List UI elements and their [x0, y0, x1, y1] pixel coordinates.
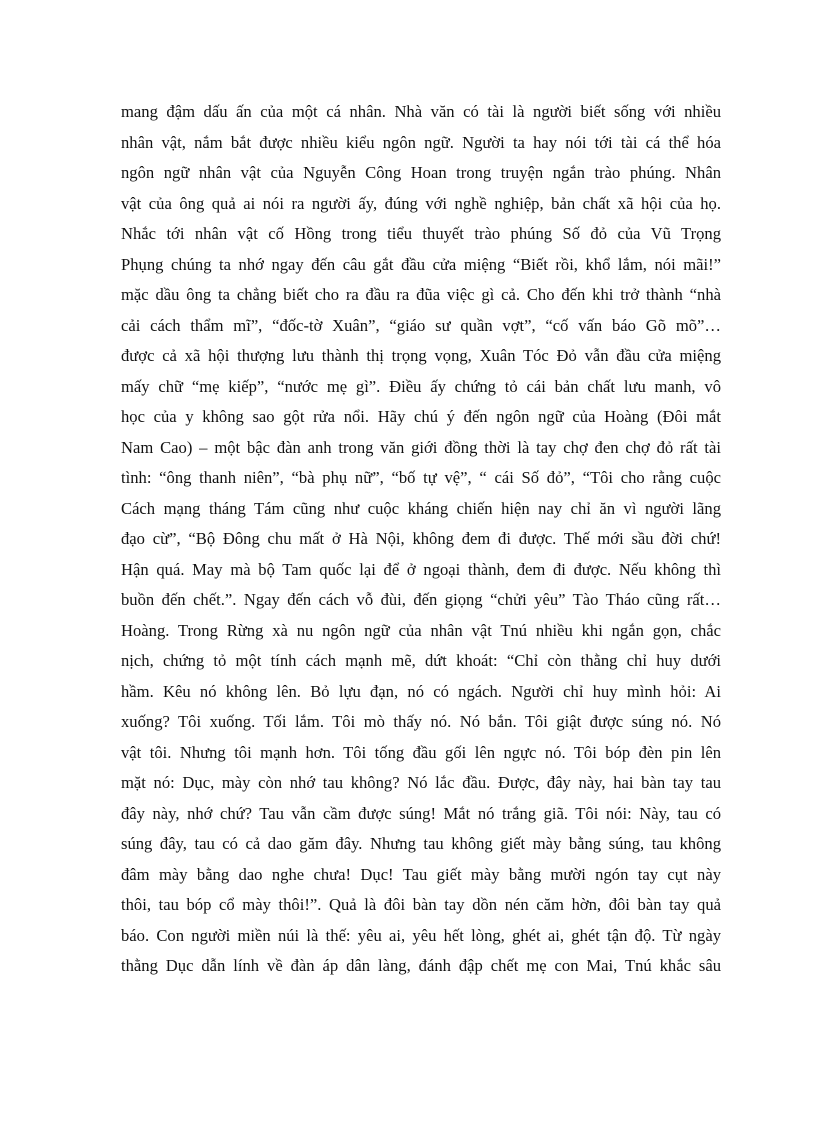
text-line: nhân vật, nắm bắt được nhiều kiểu ngôn ngữ. Người ta hay nói tới tài cá thể hóa: [121, 132, 721, 152]
text-line: súng đây, tau có cả dao găm đây. Nhưng tau không giết mày bằng súng, tau không: [121, 834, 721, 853]
text-line: đâm mày bằng dao nghe chưa! Dục! Tau giết mày bằng mười ngón tay cụt này: [121, 864, 721, 884]
text-line: Hoàng. Trong Rừng xà nu ngôn ngữ của nhân vật Tnú nhiều khi ngắn gọn, chắc: [121, 620, 721, 640]
text-line: Hận quá. May mà bộ Tam quốc lại để ở ngoại thành, đem đi được. Nếu không thì: [121, 559, 721, 579]
text-line: mang đậm dấu ấn của một cá nhân. Nhà văn có tài là người biết sống với nhiều: [121, 102, 721, 121]
text-line: buồn đến chết.”. Ngay đến cách vỗ đùi, đến giọng “chửi yêu” Tào Tháo cũng rất…: [121, 590, 721, 609]
text-line: ngôn ngữ nhân vật của Nguyễn Công Hoan trong truyện ngắn trào phúng. Nhân: [121, 163, 721, 182]
text-line: nịch, chứng tỏ một tính cách mạnh mẽ, dứt khoát: “Chỉ còn thằng chỉ huy dưới: [121, 651, 721, 670]
text-line: Phụng chúng ta nhớ ngay đến câu gắt đầu cửa miệng “Biết rồi, khổ lắm, nói mãi!”: [121, 254, 721, 274]
body-text: [121, 97, 721, 982]
text-line: vật tôi. Nhưng tôi mạnh hơn. Tôi tống đầu gối lên ngực nó. Tôi bóp đèn pin lên: [121, 742, 721, 762]
text-line: tình: “ông thanh niên”, “bà phụ nữ”, “bố tự vệ”, “ cái Số đỏ”, “Tôi cho rằng cuộc: [121, 468, 721, 487]
text-line: mấy chữ “mẹ kiếp”, “nước mẹ gì”. Điều ấy chứng tỏ cái bản chất lưu manh, vô: [121, 376, 721, 396]
text-line: cải cách thẩm mĩ”, “đốc-tờ Xuân”, “giáo sư quần vợt”, “cố vấn báo Gõ mõ”…: [121, 315, 721, 335]
text-line: vật của ông quả ai nói ra người ấy, đúng với nghề nghiệp, bản chất xã hội của họ.: [121, 193, 721, 213]
text-line: báo. Con người miền núi là thế: yêu ai, yêu hết lòng, ghét ai, ghét tận độ. Từ ngày: [121, 925, 721, 945]
text-line: đây này, nhớ chứ? Tau vẫn cầm được súng! Mắt nó trắng giã. Tôi nói: Này, tau có: [121, 803, 721, 823]
text-line: hầm. Kêu nó không lên. Bỏ lựu đạn, nó có ngách. Người chỉ huy mình hỏi: Ai: [121, 681, 721, 701]
text-line: đạo cừ”, “Bộ Đông chu mất ở Hà Nội, không đem đi được. Thế mới sầu đời chứ!: [121, 529, 721, 548]
text-line: thằng Dục dẫn lính về đàn áp dân làng, đánh đập chết mẹ con Mai, Tnú khắc sâu: [121, 956, 721, 975]
text-line: mặc dầu ông ta chẳng biết cho ra đầu ra đũa việc gì cả. Cho đến khi trở thành “nhà: [121, 285, 721, 304]
text-line: Cách mạng tháng Tám cũng như cuộc kháng chiến hiện nay chỉ ăn vì người lãng: [121, 498, 721, 518]
text-line: mặt nó: Dục, mày còn nhớ tau không? Nó lắc đầu. Được, đây này, hai bàn tay tau: [121, 773, 721, 792]
text-line: Nam Cao) – một bậc đàn anh trong văn giới đồng thời là tay chợ đen chợ đỏ rất tài: [121, 437, 721, 457]
text-line: xuống? Tôi xuống. Tối lắm. Tôi mò thấy nó. Nó bắn. Tôi giật được súng nó. Nó: [121, 712, 721, 731]
text-line: được cả xã hội thượng lưu thành thị trọng vọng, Xuân Tóc Đỏ vẫn đầu cửa miệng: [121, 346, 721, 365]
text-line: Nhắc tới nhân vật cố Hồng trong tiểu thuyết trào phúng Số đỏ của Vũ Trọng: [121, 224, 721, 243]
text-line: học của y không sao gột rửa nổi. Hãy chú ý đến ngôn ngữ của Hoàng (Đôi mắt: [121, 407, 721, 426]
text-line: thôi, tau bóp cổ mày thôi!”. Quả là đôi bàn tay dồn nén căm hờn, đôi bàn tay quả: [121, 895, 721, 914]
